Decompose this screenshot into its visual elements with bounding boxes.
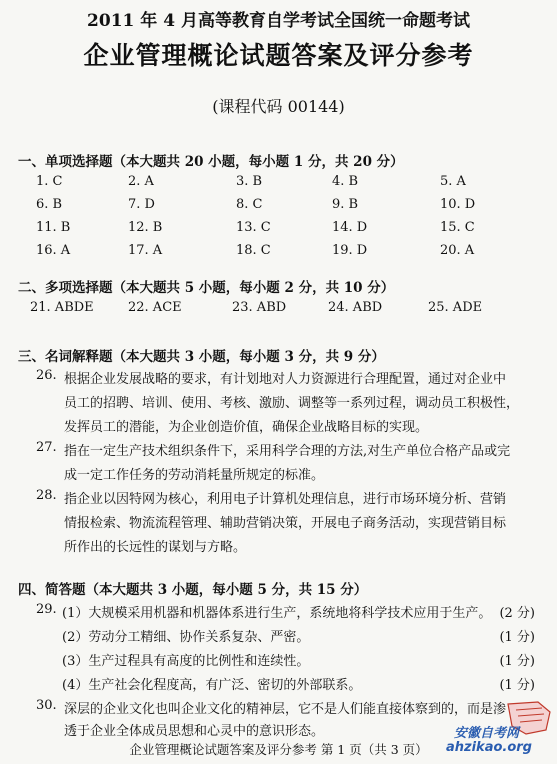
answer-cell: 25. ADE (428, 300, 483, 315)
answer-cell: 24. ABD (328, 300, 383, 315)
q29-item-points: (1 分) (499, 654, 535, 669)
q29-item-points: (1 分) (499, 678, 535, 693)
answer-cell: 2. A (128, 174, 154, 189)
q29-number: 29. (36, 602, 57, 617)
course-code: (课程代码 00144) (212, 97, 345, 116)
answer-cell: 8. C (236, 197, 263, 212)
answer-cell: 1. C (36, 174, 63, 189)
q28-number: 28. (36, 488, 57, 503)
q30-line: 透于企业全体成员思想和心灵中的意识形态。 (64, 724, 325, 739)
q27-number: 27. (36, 440, 57, 455)
q26-line: 员工的招聘、培训、使用、考核、激励、调整等一系列过程，调动员工积极性， (64, 396, 520, 411)
q30-line: 深层的企业文化也叫企业文化的精神层，它不是人们能直接体察到的，而是渗 (64, 702, 507, 717)
answer-cell: 10. D (440, 197, 476, 212)
document-title: 企业管理概论试题答案及评分参考 (83, 41, 474, 70)
q29-item-points: (2 分) (499, 606, 535, 621)
section4-heading: 四、简答题（本大题共 3 小题，每小题 5 分，共 15 分） (18, 582, 368, 598)
answer-cell: 9. B (332, 197, 359, 212)
q29-item: (1）大规模采用机器和机器体系进行生产，系统地将科学技术应用于生产。 (62, 606, 492, 621)
answer-cell: 6. B (36, 197, 63, 212)
watermark-logo (446, 700, 554, 760)
watermark-line2: ahzikao.org (446, 740, 532, 755)
watermark-line1: 安徽自考网 (454, 726, 520, 741)
q27-line: 指在一定生产技术组织条件下，采用科学合理的方法,对生产单位合格产品或完 (64, 444, 511, 459)
q28-line: 所作出的长远性的谋划与方略。 (64, 540, 247, 555)
q29-item: (3）生产过程具有高度的比例性和连续性。 (62, 654, 310, 669)
answer-cell: 16. A (36, 243, 71, 258)
answer-cell: 17. A (128, 243, 163, 258)
answer-cell: 20. A (440, 243, 475, 258)
answer-cell: 19. D (332, 243, 368, 258)
q27-line: 成一定工作任务的劳动消耗量所规定的标准。 (64, 468, 325, 483)
answer-cell: 11. B (36, 220, 71, 235)
q26-line: 根据企业发展战略的要求，有计划地对人力资源进行合理配置，通过对企业中 (64, 372, 507, 387)
answer-cell: 5. A (440, 174, 466, 189)
q29-item: (2）劳动分工精细、协作关系复杂、严密。 (62, 630, 310, 645)
answer-cell: 3. B (236, 174, 263, 189)
answer-cell: 7. D (128, 197, 155, 212)
answer-cell: 21. ABDE (30, 300, 94, 315)
q28-line: 指企业以因特网为核心，利用电子计算机处理信息，进行市场环境分析、营销 (64, 492, 507, 507)
answer-cell: 15. C (440, 220, 475, 235)
answer-cell: 14. D (332, 220, 368, 235)
answer-cell: 4. B (332, 174, 359, 189)
exam-title: 2011 年 4 月高等教育自学考试全国统一命题考试 (87, 11, 470, 31)
q30-number: 30. (36, 698, 57, 713)
section3-heading: 三、名词解释题（本大题共 3 小题，每小题 3 分，共 9 分） (18, 349, 385, 365)
q29-item-points: (1 分) (499, 630, 535, 645)
answer-cell: 23. ABD (232, 300, 287, 315)
section1-heading: 一、单项选择题（本大题共 20 小题，每小题 1 分，共 20 分） (18, 154, 404, 170)
q29-item: (4）生产社会化程度高，有广泛、密切的外部联系。 (62, 678, 362, 693)
page-footer: 企业管理概论试题答案及评分参考 第 1 页（共 3 页） (129, 742, 428, 757)
q28-line: 情报检索、物流流程管理、辅助营销决策，开展电子商务活动，实现营销目标 (64, 516, 507, 531)
q26-number: 26. (36, 368, 57, 383)
answer-cell: 18. C (236, 243, 271, 258)
answer-cell: 13. C (236, 220, 271, 235)
answer-cell: 12. B (128, 220, 163, 235)
q26-line: 发挥员工的潜能，为企业创造价值，确保企业战略目标的实现。 (64, 420, 429, 435)
answer-cell: 22. ACE (128, 300, 182, 315)
section2-heading: 二、多项选择题（本大题共 5 小题，每小题 2 分，共 10 分） (18, 280, 395, 296)
